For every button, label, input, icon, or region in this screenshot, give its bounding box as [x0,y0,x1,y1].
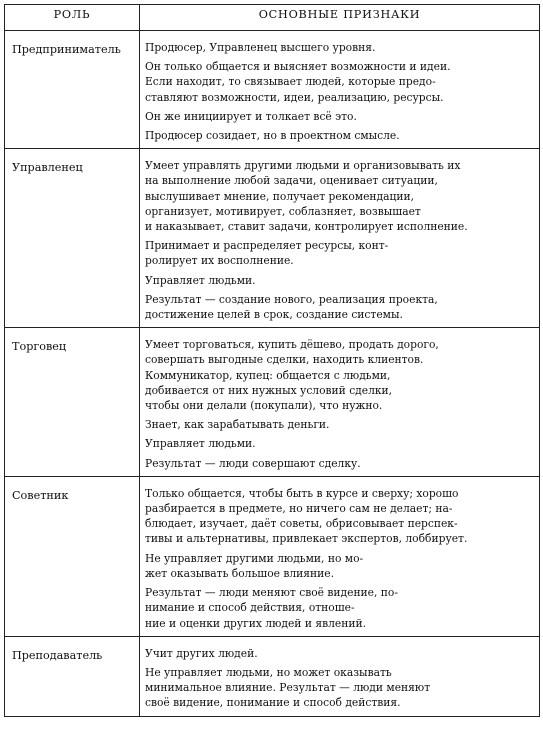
feature-paragraph: Он же инициирует и толкает всё это. [145,109,357,123]
feature-paragraph: Продюсер, Управленец высшего уровня. [145,41,376,54]
header-row [5,5,540,31]
table-row [5,476,540,636]
role-name-cell: Советник [5,476,140,636]
table-row [5,31,540,149]
role-name-cell: Управленец [5,149,140,328]
feature-paragraph: Не управляет другими людьми, но мо- жет оказывать большое влияние. [145,551,364,580]
table-row [5,149,540,328]
feature-paragraph: Он только общается и выясняет возможности и идеи. Если находит, то связывает людей, которые предо- ставляют возможности, идеи, реализацию, ресурсы. [145,60,451,104]
table-row [5,328,540,477]
features-column-header: ОСНОВНЫЕ ПРИЗНАКИ [140,5,540,31]
feature-paragraph: Результат — люди совершают сделку. [145,456,361,470]
features-cell [140,31,540,149]
feature-paragraph: Учит других людей. [145,646,258,660]
feature-paragraph: Умеет управлять другими людьми и организовывать их на выполнение любой задачи, оценивает ситуации, выслушивает мнение, получает рекомендации, организует, мотивирует, соблазняет, возвышает и наказывает, ставит задачи, контролирует исполнение. [145,159,468,234]
role-name-cell: Торговец [5,328,140,477]
feature-paragraph: Умеет торговаться, купить дёшево, продать дорого, совершать выгодные сделки, находить клиентов. Коммуникатор, купец: общается с людьми, добивается от них нужных условий сделки, чтобы они делали (покупали), что нужно. [145,338,439,413]
feature-paragraph: Результат — люди меняют своё видение, по- нимание и способ действия, отноше- ние и оценки других людей и явлений. [145,586,398,630]
features-cell [140,636,540,716]
table-body [5,31,540,717]
role-name-cell: Преподаватель [5,636,140,716]
role-column-header: РОЛЬ [5,5,140,31]
feature-paragraph: Результат — создание нового, реализация проекта, достижение целей в срок, создание системы. [145,292,438,322]
role-name-cell: Предприниматель [5,31,140,149]
features-cell [140,328,540,477]
feature-paragraph: Не управляет людьми, но может оказывать минимальное влияние. Результат — люди меняют своё видение, понимание и способ действия. [145,665,431,710]
feature-paragraph: Управляет людьми. [145,273,256,287]
table-row [5,636,540,716]
feature-paragraph: Принимает и распределяет ресурсы, конт- ролирует их восполнение. [145,239,389,268]
feature-paragraph: Только общается, чтобы быть в курсе и сверху; хорошо разбирается в предмете, но ничего сам не делает; на- блюдает, изучает, даёт советы, обрисовывает перспек- тивы и альтернативы, привлекает экспертов, лоббирует. [145,486,468,546]
feature-paragraph: Управляет людьми. [145,437,256,451]
feature-paragraph: Знает, как зарабатывать деньги. [145,418,330,432]
features-cell [140,149,540,328]
roles-table [4,4,540,717]
feature-paragraph: Продюсер созидает, но в проектном смысле. [145,129,400,143]
features-cell [140,476,540,636]
